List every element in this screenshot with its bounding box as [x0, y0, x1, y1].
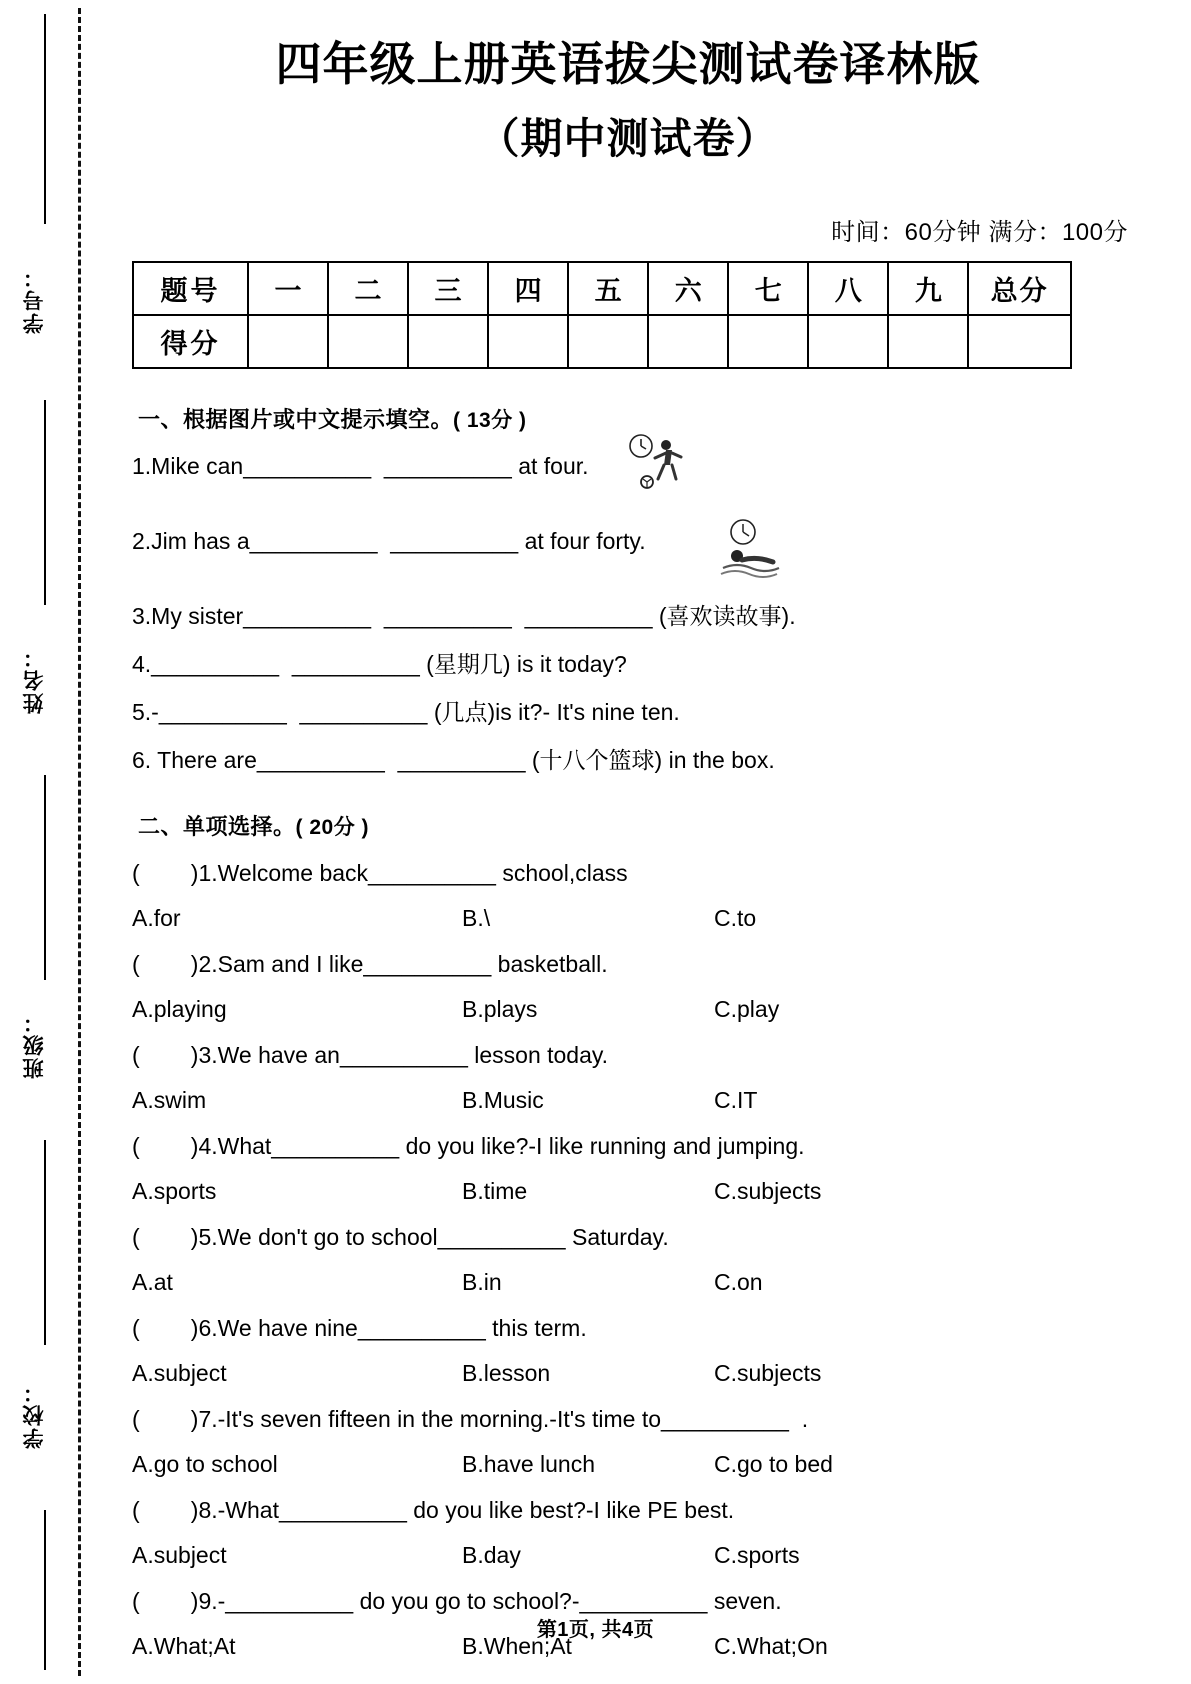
choice-question-6-stem[interactable]: ( )6.We have nine__________ this term. [132, 1315, 587, 1342]
clock-swimming-icon [715, 518, 787, 580]
option-c[interactable]: C.IT [714, 1086, 758, 1113]
choice-question-9-stem[interactable]: ( )9.-__________ do you go to school?-__________ seven. [132, 1588, 782, 1615]
score-input-total[interactable] [968, 315, 1071, 368]
score-input-8[interactable] [808, 315, 888, 368]
choice-question-7-stem[interactable]: ( )7.-It's seven fifteen in the morning.-It's time to__________ . [132, 1406, 809, 1433]
choice-question-2-stem[interactable]: ( )2.Sam and I like__________ basketball. [132, 950, 608, 977]
option-a[interactable]: A.What;At [132, 1633, 236, 1660]
score-table-score-row [133, 315, 1071, 368]
page-footer: 第1页, 共4页 [536, 1619, 655, 1641]
score-col-5: 五 [568, 262, 648, 315]
option-c[interactable]: C.go to bed [714, 1451, 833, 1478]
exam-meta-info: 时间：60分钟 满分：100分 [831, 218, 1128, 246]
choice-question-4-stem[interactable]: ( )4.What__________ do you like?-I like running and jumping. [132, 1132, 805, 1159]
fill-question-1[interactable]: 1.Mike can__________ __________ at four. [132, 452, 589, 479]
score-col-2: 二 [328, 262, 408, 315]
option-a[interactable]: A.swim [132, 1086, 207, 1113]
score-col-3: 三 [408, 262, 488, 315]
option-c[interactable]: C.What;On [714, 1633, 828, 1660]
option-b[interactable]: B.plays [462, 995, 538, 1022]
choice-question-7-options [132, 1451, 1136, 1478]
option-a[interactable]: A.at [132, 1269, 173, 1296]
score-table [132, 261, 1072, 369]
score-input-7[interactable] [728, 315, 808, 368]
sealing-line-segment [44, 400, 46, 605]
option-b[interactable]: B.When;At [462, 1633, 572, 1660]
choice-question-3-options [132, 1087, 1136, 1114]
sealing-line-segment [44, 1140, 46, 1345]
option-b[interactable]: B.time [462, 1177, 528, 1204]
section-1-title: 一、根据图片或中文提示填空。 [138, 406, 454, 432]
score-input-9[interactable] [888, 315, 968, 368]
option-c[interactable]: C.play [714, 995, 780, 1022]
choice-question-3-stem[interactable]: ( )3.We have an__________ lesson today. [132, 1041, 609, 1068]
section-2-points: ( 20分 ) [295, 815, 370, 839]
sealing-dashed-line [78, 8, 81, 1676]
section-2-heading [138, 810, 1136, 841]
option-a[interactable]: A.for [132, 904, 181, 931]
choice-question-5-stem[interactable]: ( )5.We don't go to school__________ Saturday. [132, 1223, 669, 1250]
fill-question-2[interactable]: 2.Jim has a__________ __________ at four forty. [132, 527, 646, 554]
score-table-row-label-score: 得分 [133, 315, 248, 368]
option-b[interactable]: B.day [462, 1542, 521, 1569]
option-b[interactable]: B.Music [462, 1086, 544, 1113]
sealing-line-segment [44, 1510, 46, 1670]
score-input-3[interactable] [408, 315, 488, 368]
option-b[interactable]: B.have lunch [462, 1451, 595, 1478]
score-input-2[interactable] [328, 315, 408, 368]
fill-question-6[interactable]: 6. There are__________ __________ (十八个篮球) in the box. [132, 746, 775, 773]
page-subtitle: （期中测试卷） [477, 114, 779, 162]
seal-label-school: 学校： [23, 1380, 46, 1449]
choice-question-5-options [132, 1269, 1136, 1296]
choice-question-8-options [132, 1542, 1136, 1569]
clock-boy-soccer-icon [625, 432, 697, 494]
choice-question-1-options [132, 905, 1136, 932]
score-col-9: 九 [888, 262, 968, 315]
score-col-7: 七 [728, 262, 808, 315]
option-b[interactable]: B.lesson [462, 1360, 551, 1387]
score-col-total: 总分 [968, 262, 1071, 315]
sealing-line-segment [44, 14, 46, 224]
seal-label-class: 班级： [23, 1010, 46, 1079]
option-c[interactable]: C.subjects [714, 1360, 822, 1387]
score-table-row-label-question: 题号 [133, 262, 248, 315]
score-input-4[interactable] [488, 315, 568, 368]
option-c[interactable]: C.sports [714, 1542, 800, 1569]
option-a[interactable]: A.subject [132, 1542, 227, 1569]
option-c[interactable]: C.on [714, 1269, 763, 1296]
section-1-heading [138, 403, 1136, 434]
option-a[interactable]: A.go to school [132, 1451, 278, 1478]
page-title: 四年级上册英语拔尖测试卷译林版 [275, 38, 981, 90]
option-b[interactable]: B.in [462, 1269, 502, 1296]
score-input-1[interactable] [248, 315, 328, 368]
section-2-title: 二、单项选择。 [138, 813, 296, 839]
seal-label-student-id: 学号： [23, 265, 46, 334]
sealing-margin [0, 0, 100, 1684]
option-b[interactable]: B.\ [462, 904, 491, 931]
option-c[interactable]: C.subjects [714, 1177, 822, 1204]
choice-question-6-options [132, 1360, 1136, 1387]
choice-question-4-options [132, 1178, 1136, 1205]
score-col-8: 八 [808, 262, 888, 315]
option-a[interactable]: A.playing [132, 995, 227, 1022]
fill-question-3[interactable]: 3.My sister__________ __________ __________ (喜欢读故事). [132, 602, 796, 629]
seal-label-name: 姓名： [23, 645, 46, 714]
score-col-6: 六 [648, 262, 728, 315]
option-a[interactable]: A.subject [132, 1360, 227, 1387]
choice-question-1-stem[interactable]: ( )1.Welcome back__________ school,class [132, 859, 628, 886]
fill-question-5[interactable]: 5.-__________ __________ (几点)is it?- It's nine ten. [132, 698, 680, 725]
option-c[interactable]: C.to [714, 904, 757, 931]
section-1-points: ( 13分 ) [453, 408, 527, 432]
sealing-line-segment [44, 775, 46, 980]
option-a[interactable]: A.sports [132, 1177, 217, 1204]
fill-question-4[interactable]: 4.__________ __________ (星期几) is it today? [132, 650, 627, 677]
score-table-header-row [133, 262, 1071, 315]
paper-content [100, 0, 1191, 1684]
score-input-6[interactable] [648, 315, 728, 368]
choice-question-8-stem[interactable]: ( )8.-What__________ do you like best?-I like PE best. [132, 1497, 735, 1524]
choice-question-2-options [132, 996, 1136, 1023]
score-input-5[interactable] [568, 315, 648, 368]
score-col-4: 四 [488, 262, 568, 315]
score-col-1: 一 [248, 262, 328, 315]
